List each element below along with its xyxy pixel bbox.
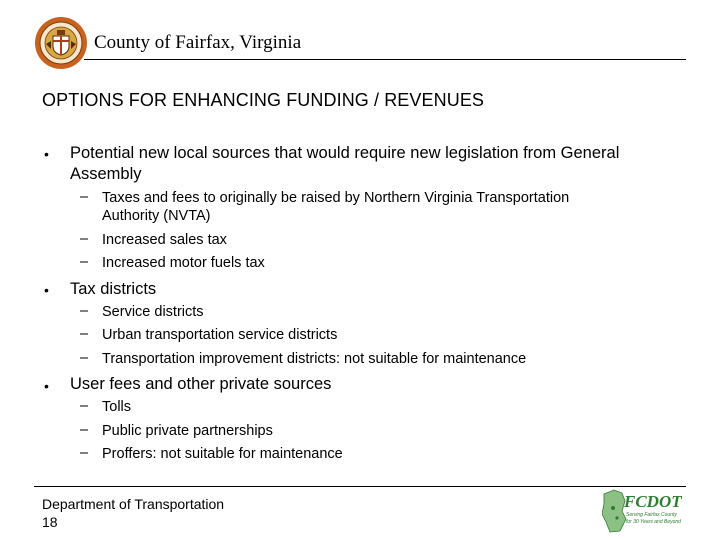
bullet-marker: • xyxy=(44,146,49,162)
sub-bullet-dash: – xyxy=(80,422,89,438)
sub-bullet-dash: – xyxy=(80,445,89,461)
header-divider xyxy=(84,59,686,60)
bullet-text-line: User fees and other private sources xyxy=(70,375,332,393)
bullet-text-line: Potential new local sources that would require new legislation from General xyxy=(70,144,620,162)
sub-bullet-dash: – xyxy=(80,398,89,414)
footer-department: Department of Transportation xyxy=(42,496,225,512)
sub-bullet-text-line: Public private partnerships xyxy=(102,423,273,439)
bullet-marker: • xyxy=(44,378,49,394)
sub-bullet-dash: – xyxy=(80,189,89,205)
page-number: 18 xyxy=(42,514,58,530)
sub-bullet-text-line: Service districts xyxy=(102,304,204,320)
sub-bullet-text-line: Increased sales tax xyxy=(102,232,227,248)
sub-bullet-text-line: Authority (NVTA) xyxy=(102,208,211,224)
sub-bullet-text-line: Proffers: not suitable for maintenance xyxy=(102,446,343,462)
fcdot-logo-icon xyxy=(602,488,686,534)
sub-bullet-dash: – xyxy=(80,350,89,366)
fcdot-tagline-line: for 30 Years and Beyond xyxy=(626,519,681,525)
sub-bullet-text-line: Increased motor fuels tax xyxy=(102,255,265,271)
sub-bullet-text-line: Transportation improvement districts: not suitable for maintenance xyxy=(102,351,527,367)
sub-bullet-text-line: Tolls xyxy=(102,399,132,415)
sub-bullet-text-line: Taxes and fees to originally be raised by Northern Virginia Transportation xyxy=(102,190,570,206)
county-seal-icon xyxy=(34,16,88,70)
sub-bullet-text-line: Urban transportation service districts xyxy=(102,327,338,343)
bullet-text-line: Tax districts xyxy=(70,280,157,298)
header-title: County of Fairfax, Virginia xyxy=(94,32,302,53)
sub-bullet-dash: – xyxy=(80,326,89,342)
bullet-marker: • xyxy=(44,282,49,298)
slide-title: OPTIONS FOR ENHANCING FUNDING / REVENUES xyxy=(42,90,485,110)
sub-bullet-dash: – xyxy=(80,231,89,247)
sub-bullet-dash: – xyxy=(80,303,89,319)
footer-divider xyxy=(34,486,686,487)
fcdot-logo-text: FCDOT xyxy=(624,492,682,511)
bullet-text-line: Assembly xyxy=(70,165,142,183)
sub-bullet-dash: – xyxy=(80,254,89,270)
fcdot-tagline-line: Serving Fairfax County xyxy=(626,512,677,518)
